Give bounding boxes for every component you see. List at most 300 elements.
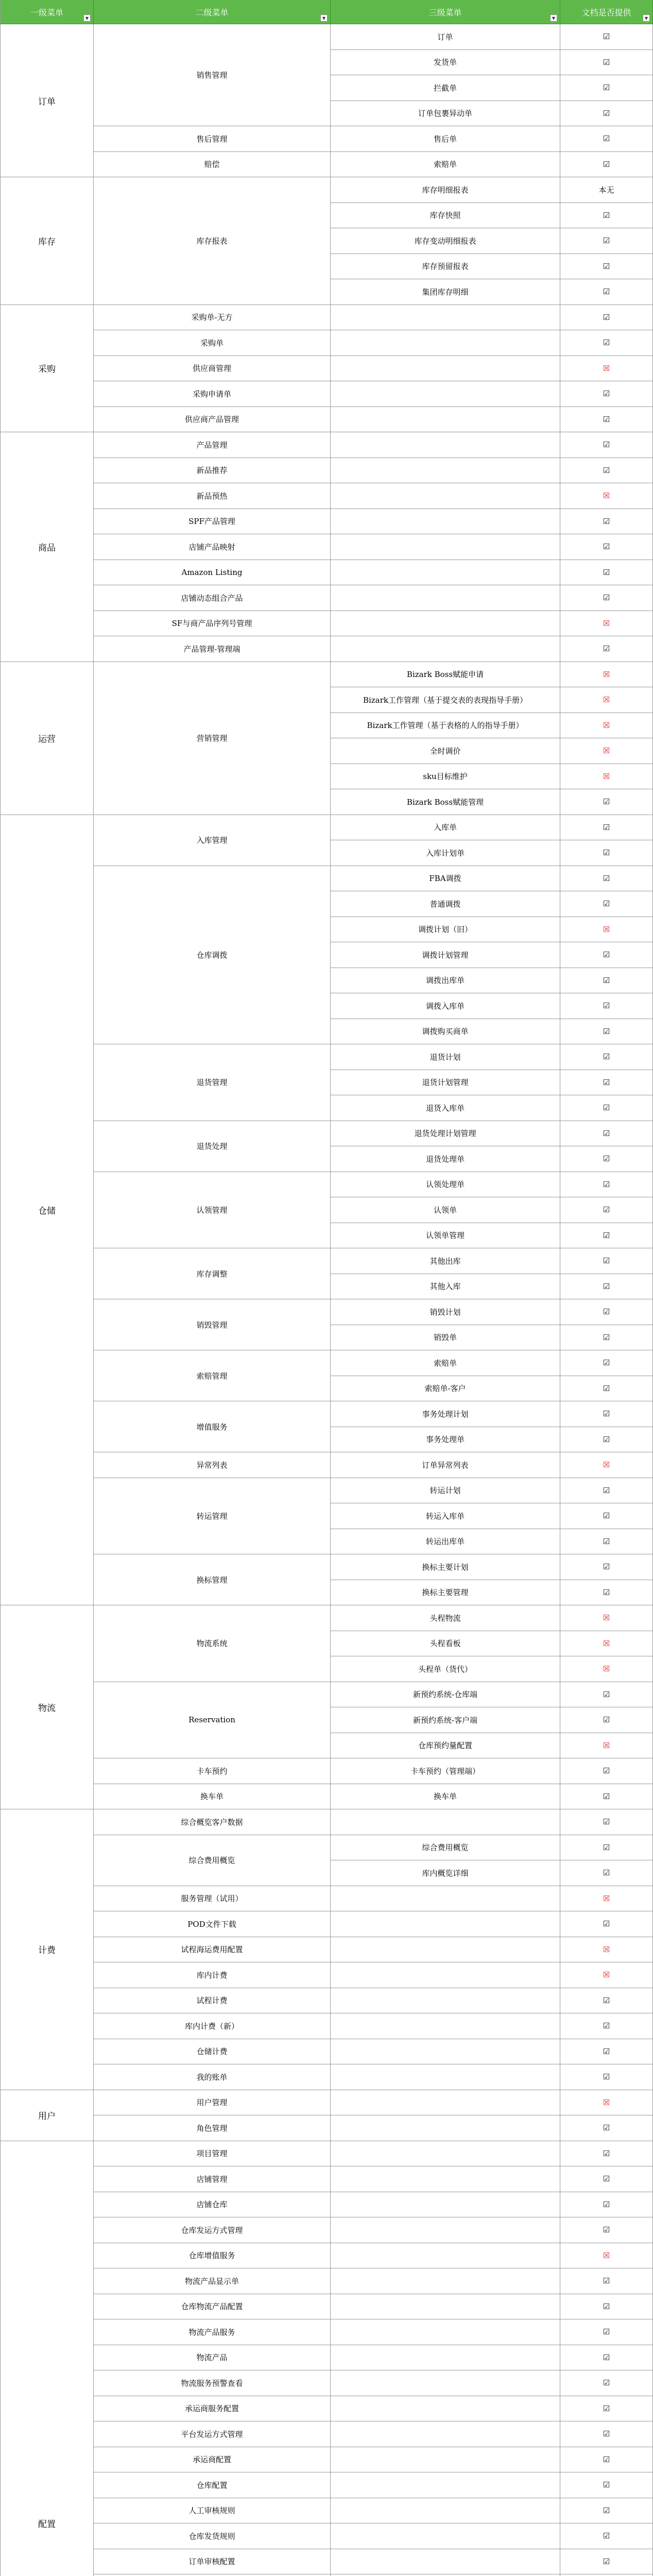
- doc-status-cell: [560, 2523, 653, 2549]
- doc-status-cell: [560, 1707, 653, 1733]
- doc-status-cell: [560, 1554, 653, 1580]
- level3-cell: [331, 2523, 560, 2549]
- doc-status-cell: [560, 1580, 653, 1606]
- level3-cell: 退货处理计划管理: [331, 1121, 560, 1147]
- doc-status-cell: [560, 585, 653, 611]
- doc-status-cell: [560, 1529, 653, 1555]
- checked-box-icon: ☑: [603, 312, 610, 322]
- level3-cell: [331, 458, 560, 484]
- doc-status-cell: [560, 1121, 653, 1147]
- level1-cell: 库存: [0, 177, 94, 305]
- crossed-box-icon: ☒: [603, 491, 610, 501]
- checked-box-icon: ☑: [603, 1179, 610, 1189]
- level2-cell: 营销管理: [94, 662, 331, 815]
- doc-status-cell: [560, 1452, 653, 1478]
- level3-cell: [331, 432, 560, 458]
- crossed-box-icon: ☒: [603, 924, 610, 934]
- level2-cell: 索赔管理: [94, 1350, 331, 1401]
- checked-box-icon: ☑: [603, 542, 610, 552]
- doc-status-cell: 本无: [560, 177, 653, 203]
- checked-box-icon: ☑: [603, 338, 610, 348]
- level3-cell: 集团库存明细: [331, 279, 560, 305]
- doc-status-cell: [560, 2421, 653, 2447]
- level3-cell: 头程看板: [331, 1631, 560, 1657]
- level3-cell: 卡车预约（管理端）: [331, 1758, 560, 1784]
- level2-cell: 角色管理: [94, 2115, 331, 2141]
- doc-status-cell: [560, 611, 653, 637]
- level2-cell: 物流产品: [94, 2345, 331, 2371]
- checked-box-icon: ☑: [603, 465, 610, 475]
- level3-cell: [331, 381, 560, 407]
- level2-cell: 采购单-无方: [94, 305, 331, 331]
- level3-cell: 索赔单: [331, 1350, 560, 1376]
- level3-cell: 换标主要计划: [331, 1554, 560, 1580]
- checked-box-icon: ☑: [603, 2072, 610, 2082]
- level2-cell: 物流产品服务: [94, 2319, 331, 2345]
- level2-cell: 项目管理: [94, 2141, 331, 2167]
- crossed-box-icon: ☒: [603, 669, 610, 679]
- doc-status-cell: [560, 2294, 653, 2320]
- level3-cell: 索赔单-客户: [331, 1376, 560, 1402]
- doc-status-cell: [560, 1937, 653, 1963]
- level2-cell: 仓库配置: [94, 2472, 331, 2498]
- level3-cell: [331, 2166, 560, 2192]
- level2-cell: 仓库增值服务: [94, 2243, 331, 2269]
- level3-cell: 入库计划单: [331, 840, 560, 866]
- doc-status-cell: [560, 2192, 653, 2218]
- level3-cell: [331, 509, 560, 535]
- doc-status-cell: [560, 1197, 653, 1223]
- level2-cell: 物流服务预警查看: [94, 2370, 331, 2396]
- doc-status-cell: [560, 203, 653, 229]
- doc-status-cell: [560, 1503, 653, 1529]
- level2-cell: Amazon Listing: [94, 560, 331, 586]
- doc-status-cell: [560, 1274, 653, 1300]
- checked-box-icon: ☑: [603, 1689, 610, 1699]
- level1-cell: 订单: [0, 24, 94, 177]
- checked-box-icon: ☑: [603, 2276, 610, 2286]
- level2-cell: 换车单: [94, 1784, 331, 1810]
- level3-cell: [331, 2421, 560, 2447]
- checked-box-icon: ☑: [603, 236, 610, 246]
- doc-status-cell: [560, 2064, 653, 2090]
- checked-box-icon: ☑: [603, 1332, 610, 1342]
- level2-cell: 用户管理: [94, 2090, 331, 2116]
- doc-status-cell: [560, 1223, 653, 1249]
- crossed-box-icon: ☒: [603, 720, 610, 730]
- checked-box-icon: ☑: [603, 2403, 610, 2413]
- checked-box-icon: ☑: [603, 1256, 610, 1266]
- checked-box-icon: ☑: [603, 108, 610, 118]
- checked-box-icon: ☑: [603, 2480, 610, 2490]
- crossed-box-icon: ☒: [603, 1664, 610, 1674]
- doc-status-cell: [560, 815, 653, 841]
- level3-cell: 库存明细报表: [331, 177, 560, 203]
- doc-status-cell: [560, 968, 653, 994]
- level2-cell: 库内计费: [94, 1962, 331, 1988]
- level3-cell: 认领单管理: [331, 1223, 560, 1249]
- checked-box-icon: ☑: [603, 389, 610, 399]
- doc-status-cell: [560, 1325, 653, 1351]
- checked-box-icon: ☑: [603, 1842, 610, 1852]
- level3-cell: [331, 2039, 560, 2065]
- doc-status-cell: [560, 764, 653, 790]
- level3-cell: 转运入库单: [331, 1503, 560, 1529]
- level3-cell: 库存预留报表: [331, 254, 560, 280]
- level3-cell: 入库单: [331, 815, 560, 841]
- level3-cell: sku目标维护: [331, 764, 560, 790]
- doc-status-cell: [560, 101, 653, 127]
- crossed-box-icon: ☒: [603, 2250, 610, 2260]
- level3-cell: [331, 2370, 560, 2396]
- level2-cell: 店铺管理: [94, 2166, 331, 2192]
- header-col-3[interactable]: [331, 0, 560, 24]
- checked-box-icon: ☑: [603, 567, 610, 577]
- level2-cell: 卡车预约: [94, 1758, 331, 1784]
- checked-box-icon: ☑: [603, 1587, 610, 1597]
- level2-cell: 销毁管理: [94, 1299, 331, 1350]
- level2-cell: 仓储计费: [94, 2039, 331, 2065]
- level2-cell: 我的账单: [94, 2064, 331, 2090]
- level2-cell: 库内计费（新）: [94, 2013, 331, 2039]
- doc-status-cell: [560, 2319, 653, 2345]
- doc-status-cell: [560, 2166, 653, 2192]
- doc-status-cell: [560, 662, 653, 688]
- level3-cell: Bizark Boss赋能申请: [331, 662, 560, 688]
- doc-status-cell: [560, 356, 653, 382]
- level2-cell: 退货管理: [94, 1044, 331, 1121]
- level3-cell: 新预约系统-客户端: [331, 1707, 560, 1733]
- level3-cell: [331, 2549, 560, 2575]
- doc-status-cell: [560, 2115, 653, 2141]
- doc-status-cell: [560, 1860, 653, 1886]
- level3-cell: 头程物流: [331, 1605, 560, 1631]
- level2-cell: 店铺动态组合产品: [94, 585, 331, 611]
- doc-status-cell: [560, 917, 653, 943]
- level2-cell: 承运商服务配置: [94, 2396, 331, 2422]
- doc-status-cell: [560, 2217, 653, 2243]
- level2-cell: 店铺产品映射: [94, 534, 331, 560]
- checked-box-icon: ☑: [603, 1307, 610, 1317]
- level2-cell: 产品管理: [94, 432, 331, 458]
- doc-status-cell: [560, 789, 653, 815]
- checked-box-icon: ☑: [603, 1383, 610, 1393]
- crossed-box-icon: ☒: [603, 1970, 610, 1980]
- doc-status-cell: [560, 381, 653, 407]
- level3-cell: 调拨入库单: [331, 993, 560, 1019]
- doc-status-cell: [560, 1656, 653, 1682]
- level3-cell: 订单包裹异动单: [331, 101, 560, 127]
- level3-cell: 调拨计划管理: [331, 942, 560, 968]
- filter-dropdown-icon[interactable]: ▼: [320, 14, 328, 22]
- level3-cell: 销毁计划: [331, 1299, 560, 1325]
- doc-status-cell: [560, 1299, 653, 1325]
- checked-box-icon: ☑: [603, 32, 610, 42]
- level2-cell: 新品预热: [94, 483, 331, 509]
- level1-cell: 仓储: [0, 815, 94, 1606]
- doc-status-cell: [560, 1809, 653, 1835]
- doc-status-cell: [560, 279, 653, 305]
- header-label: 二级菜单: [195, 7, 229, 18]
- checked-box-icon: ☑: [603, 1128, 610, 1138]
- checked-box-icon: ☑: [603, 1511, 610, 1521]
- level2-cell: SPF产品管理: [94, 509, 331, 535]
- level2-cell: 销售管理: [94, 24, 331, 126]
- doc-status-cell: [560, 1044, 653, 1070]
- crossed-box-icon: ☒: [603, 1944, 610, 1954]
- level3-cell: 新预约系统-仓库端: [331, 1682, 560, 1708]
- level3-cell: 认领单: [331, 1197, 560, 1223]
- level3-cell: 调拨出库单: [331, 968, 560, 994]
- checked-box-icon: ☑: [603, 1409, 610, 1419]
- level2-cell: 认领管理: [94, 1172, 331, 1249]
- doc-status-cell: [560, 1631, 653, 1657]
- crossed-box-icon: ☒: [603, 1613, 610, 1623]
- level3-cell: Bizark工作管理（基于提交表的表现指导手册）: [331, 687, 560, 713]
- doc-status-cell: [560, 407, 653, 433]
- level3-cell: [331, 2319, 560, 2345]
- doc-status-cell: [560, 1376, 653, 1402]
- doc-status-cell: [560, 75, 653, 101]
- checked-box-icon: ☑: [603, 1358, 610, 1368]
- doc-status-cell: [560, 534, 653, 560]
- doc-status-cell: [560, 1350, 653, 1376]
- level3-cell: 全时调价: [331, 738, 560, 764]
- level2-cell: 试程海运费用配置: [94, 1937, 331, 1963]
- doc-status-cell: [560, 1784, 653, 1810]
- doc-status-cell: [560, 2498, 653, 2524]
- checked-box-icon: ☑: [603, 1434, 610, 1444]
- level3-cell: [331, 534, 560, 560]
- checked-box-icon: ☑: [603, 83, 610, 93]
- doc-status-cell: [560, 152, 653, 178]
- header-label: 一级菜单: [30, 7, 63, 18]
- level3-cell: 库存快照: [331, 203, 560, 229]
- level3-cell: 其他出库: [331, 1248, 560, 1274]
- header-label: 三级菜单: [428, 7, 462, 18]
- checked-box-icon: ☑: [603, 2301, 610, 2311]
- doc-status-cell: [560, 2396, 653, 2422]
- level3-cell: 其他入库: [331, 1274, 560, 1300]
- level3-cell: [331, 1809, 560, 1835]
- checked-box-icon: ☑: [603, 644, 610, 654]
- doc-status-cell: [560, 24, 653, 50]
- level2-cell: 仓库发货规则: [94, 2523, 331, 2549]
- crossed-box-icon: ☒: [603, 1638, 610, 1648]
- checked-box-icon: ☑: [603, 2378, 610, 2388]
- checked-box-icon: ☑: [603, 797, 610, 807]
- level3-cell: [331, 2064, 560, 2090]
- doc-status-cell: [560, 1911, 653, 1937]
- level1-cell: 配置: [0, 2141, 94, 2576]
- level3-cell: 换标主要管理: [331, 1580, 560, 1606]
- level3-cell: [331, 2447, 560, 2473]
- filter-dropdown-icon[interactable]: ▼: [83, 14, 91, 22]
- header-col-1[interactable]: [0, 0, 94, 24]
- checked-box-icon: ☑: [603, 1205, 610, 1215]
- checked-box-icon: ☑: [603, 2046, 610, 2056]
- level3-cell: [331, 2217, 560, 2243]
- level3-cell: [331, 2345, 560, 2371]
- checked-box-icon: ☑: [603, 414, 610, 424]
- doc-status-cell: [560, 1248, 653, 1274]
- doc-status-cell: [560, 713, 653, 739]
- level2-cell: 供应商管理: [94, 356, 331, 382]
- doc-status-cell: [560, 50, 653, 76]
- crossed-box-icon: ☒: [603, 1740, 610, 1750]
- doc-status-cell: [560, 1886, 653, 1912]
- level3-cell: [331, 2396, 560, 2422]
- checked-box-icon: ☑: [603, 899, 610, 909]
- checked-box-icon: ☑: [603, 1868, 610, 1878]
- level3-cell: [331, 2090, 560, 2116]
- level3-cell: [331, 1886, 560, 1912]
- level3-cell: 索赔单: [331, 152, 560, 178]
- crossed-box-icon: ☒: [603, 771, 610, 781]
- checked-box-icon: ☑: [603, 1052, 610, 1062]
- checked-box-icon: ☑: [603, 440, 610, 450]
- filter-dropdown-icon[interactable]: ▼: [550, 14, 557, 22]
- doc-status-cell: [560, 458, 653, 484]
- level3-cell: [331, 585, 560, 611]
- doc-status-cell: [560, 1835, 653, 1861]
- checked-box-icon: ☑: [603, 1715, 610, 1725]
- checked-box-icon: ☑: [603, 2174, 610, 2184]
- header-col-2[interactable]: [94, 0, 331, 24]
- doc-status-cell: [560, 2013, 653, 2039]
- checked-box-icon: ☑: [603, 2225, 610, 2235]
- filter-dropdown-icon[interactable]: ▼: [643, 14, 650, 22]
- level3-cell: 调拨计划（旧）: [331, 917, 560, 943]
- doc-status-cell: [560, 891, 653, 917]
- level2-cell: 采购单: [94, 330, 331, 356]
- doc-status-cell: [560, 330, 653, 356]
- doc-status-cell: [560, 2090, 653, 2116]
- checked-box-icon: ☑: [603, 1103, 610, 1113]
- level3-cell: 售后单: [331, 126, 560, 152]
- level2-cell: 服务管理（试用）: [94, 1886, 331, 1912]
- level3-cell: [331, 2268, 560, 2294]
- doc-status-cell: [560, 840, 653, 866]
- level3-cell: [331, 1962, 560, 1988]
- level2-cell: 仓库调拨: [94, 866, 331, 1045]
- level3-cell: [331, 2243, 560, 2269]
- crossed-box-icon: ☒: [603, 2097, 610, 2107]
- checked-box-icon: ☑: [603, 1536, 610, 1546]
- doc-status-cell: [560, 560, 653, 586]
- level3-cell: 普通调拨: [331, 891, 560, 917]
- checked-box-icon: ☑: [603, 516, 610, 526]
- level3-cell: 事务处理计划: [331, 1401, 560, 1427]
- doc-status-cell: [560, 942, 653, 968]
- level3-cell: [331, 560, 560, 586]
- doc-status-cell: [560, 2039, 653, 2065]
- level3-cell: Bizark工作管理（基于表格的人的指导手册）: [331, 713, 560, 739]
- level3-cell: [331, 483, 560, 509]
- level2-cell: 承运商配置: [94, 2447, 331, 2473]
- doc-status-cell: [560, 687, 653, 713]
- header-col-4[interactable]: [560, 0, 653, 24]
- doc-status-cell: [560, 2549, 653, 2575]
- doc-status-cell: [560, 1172, 653, 1198]
- level3-cell: [331, 2294, 560, 2320]
- checked-box-icon: ☑: [603, 593, 610, 603]
- level2-cell: 物流产品显示单: [94, 2268, 331, 2294]
- level2-cell: 人工审核规则: [94, 2498, 331, 2524]
- crossed-box-icon: ☒: [603, 746, 610, 756]
- checked-box-icon: ☑: [603, 2199, 610, 2209]
- level2-cell: 库存报表: [94, 177, 331, 305]
- level3-cell: 销毁单: [331, 1325, 560, 1351]
- level2-cell: Reservation: [94, 1682, 331, 1759]
- level3-cell: 发货单: [331, 50, 560, 76]
- doc-status-cell: [560, 1605, 653, 1631]
- checked-box-icon: ☑: [603, 159, 610, 169]
- level3-cell: [331, 1937, 560, 1963]
- level3-cell: 退货计划管理: [331, 1070, 560, 1096]
- level2-cell: 综合概览客户数据: [94, 1809, 331, 1835]
- doc-status-cell: [560, 1070, 653, 1096]
- level3-cell: 退货计划: [331, 1044, 560, 1070]
- checked-box-icon: ☑: [603, 134, 610, 144]
- level3-cell: [331, 330, 560, 356]
- checked-box-icon: ☑: [603, 2429, 610, 2439]
- level2-cell: 物流系统: [94, 1605, 331, 1682]
- level3-cell: [331, 2498, 560, 2524]
- checked-box-icon: ☑: [603, 1766, 610, 1776]
- checked-box-icon: ☑: [603, 1791, 610, 1801]
- level3-cell: 综合费用概览: [331, 1835, 560, 1861]
- level3-cell: 退货入库单: [331, 1095, 560, 1121]
- level3-cell: [331, 305, 560, 331]
- level3-cell: [331, 2115, 560, 2141]
- level3-cell: 换车单: [331, 1784, 560, 1810]
- level3-cell: [331, 636, 560, 662]
- checked-box-icon: ☑: [603, 822, 610, 832]
- doc-status-cell: [560, 254, 653, 280]
- level2-cell: 订单审核配置: [94, 2549, 331, 2575]
- checked-box-icon: ☑: [603, 2454, 610, 2464]
- level3-cell: 认领处理单: [331, 1172, 560, 1198]
- crossed-box-icon: ☒: [603, 363, 610, 373]
- checked-box-icon: ☑: [603, 848, 610, 858]
- checked-box-icon: ☑: [603, 1001, 610, 1011]
- level3-cell: [331, 611, 560, 637]
- level3-cell: 库存变动明细报表: [331, 228, 560, 254]
- checked-box-icon: ☑: [603, 261, 610, 271]
- doc-status-cell: [560, 1146, 653, 1172]
- checked-box-icon: ☑: [603, 2123, 610, 2133]
- level3-cell: [331, 2472, 560, 2498]
- crossed-box-icon: ☒: [603, 1460, 610, 1470]
- level3-cell: 订单: [331, 24, 560, 50]
- level2-cell: SF与商产品序列号管理: [94, 611, 331, 637]
- level3-cell: [331, 1911, 560, 1937]
- checked-box-icon: ☑: [603, 1562, 610, 1572]
- level3-cell: 头程单（货代）: [331, 1656, 560, 1682]
- doc-status-cell: [560, 1758, 653, 1784]
- checked-box-icon: ☑: [603, 1026, 610, 1036]
- level3-cell: [331, 356, 560, 382]
- checked-box-icon: ☑: [603, 2352, 610, 2362]
- level3-cell: 调拨购买商单: [331, 1019, 560, 1045]
- level3-cell: 库内概览详细: [331, 1860, 560, 1886]
- checked-box-icon: ☑: [603, 873, 610, 883]
- level1-cell: 采购: [0, 305, 94, 433]
- checked-box-icon: ☑: [603, 2505, 610, 2515]
- doc-status-cell: [560, 2370, 653, 2396]
- checked-box-icon: ☑: [603, 57, 610, 67]
